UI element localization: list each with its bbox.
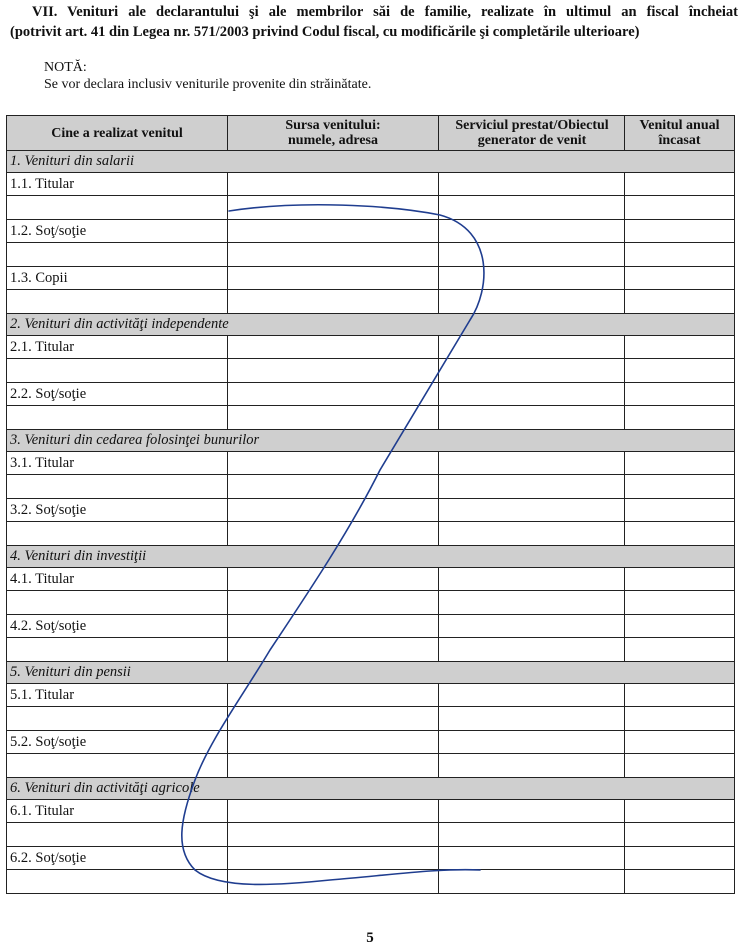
empty-cell [625,499,735,522]
empty-cell [439,684,625,707]
note-text: Se vor declara inclusiv veniturile provenite din străinătate. [44,77,372,92]
empty-cell [625,173,735,196]
empty-cell [625,754,735,778]
header-income [625,116,735,151]
table-row [7,707,735,731]
row-label: 2.2. Soţ/soţie [7,383,228,406]
empty-cell [228,615,439,638]
row-label [7,707,228,731]
empty-cell [439,383,625,406]
empty-cell [228,847,439,870]
empty-cell [228,452,439,475]
table-row [7,336,735,359]
empty-cell [439,196,625,220]
row-label [7,290,228,314]
empty-cell [625,823,735,847]
empty-cell [228,568,439,591]
section-title: 6. Venituri din activităţi agricole [7,778,735,800]
row-label: 5.1. Titular [7,684,228,707]
table-row [7,196,735,220]
table-row [7,823,735,847]
row-label [7,870,228,894]
row-label [7,359,228,383]
empty-cell [439,731,625,754]
empty-cell [625,196,735,220]
empty-cell [439,823,625,847]
row-label: 6.1. Titular [7,800,228,823]
section-row [7,546,735,568]
title-line-1: VII. Venituri ale declarantului şi ale membrilor săi de familie, realizate în ultimul an fiscal încheiat [32,4,738,20]
table-row [7,638,735,662]
table-row [7,800,735,823]
empty-cell [228,336,439,359]
table-row [7,754,735,778]
empty-cell [439,591,625,615]
empty-cell [625,452,735,475]
empty-cell [439,615,625,638]
empty-cell [439,707,625,731]
section-title [10,2,738,42]
empty-cell [439,568,625,591]
table-row [7,406,735,430]
table-row [7,383,735,406]
empty-cell [625,406,735,430]
header-row [7,116,735,151]
empty-cell [439,638,625,662]
section-title: 2. Venituri din activităţi independente [7,314,735,336]
table-row [7,731,735,754]
empty-cell [625,475,735,499]
empty-cell [439,800,625,823]
header-service [439,116,625,151]
empty-cell [439,267,625,290]
table-row [7,522,735,546]
section-row [7,430,735,452]
note-label: NOTĂ: [44,60,87,75]
empty-cell [439,452,625,475]
header-who: Cine a realizat venitul [7,116,228,151]
empty-cell [439,870,625,894]
empty-cell [228,499,439,522]
header-source-text: Sursa venitului: numele, adresa [285,118,381,148]
empty-cell [439,220,625,243]
empty-cell [439,406,625,430]
table-row [7,684,735,707]
table-row [7,475,735,499]
empty-cell [228,823,439,847]
empty-cell [625,267,735,290]
empty-cell [439,522,625,546]
table-row [7,452,735,475]
empty-cell [228,684,439,707]
empty-cell [439,243,625,267]
title-line-2: (potrivit art. 41 din Legea nr. 571/2003 privind Codul fiscal, cu modificările şi completările ulterioare) [10,24,640,40]
table-body [7,151,735,894]
table-row [7,359,735,383]
row-label [7,196,228,220]
row-label [7,638,228,662]
empty-cell [625,684,735,707]
empty-cell [439,173,625,196]
row-label [7,591,228,615]
table-row [7,173,735,196]
empty-cell [625,220,735,243]
empty-cell [439,499,625,522]
row-label [7,522,228,546]
table-row [7,499,735,522]
section-row [7,662,735,684]
empty-cell [228,359,439,383]
section-title: 3. Venituri din cedarea folosinţei bunurilor [7,430,735,452]
empty-cell [625,383,735,406]
empty-cell [228,220,439,243]
empty-cell [228,707,439,731]
section-title: 1. Venituri din salarii [7,151,735,173]
row-label: 1.1. Titular [7,173,228,196]
empty-cell [228,243,439,267]
row-label [7,406,228,430]
row-label: 3.1. Titular [7,452,228,475]
table-row [7,847,735,870]
empty-cell [439,475,625,499]
empty-cell [228,173,439,196]
row-label: 1.3. Copii [7,267,228,290]
row-label: 2.1. Titular [7,336,228,359]
empty-cell [625,707,735,731]
table-row [7,267,735,290]
empty-cell [228,870,439,894]
empty-cell [228,406,439,430]
row-label: 3.2. Soţ/soţie [7,499,228,522]
empty-cell [625,731,735,754]
empty-cell [439,336,625,359]
empty-cell [228,591,439,615]
empty-cell [228,522,439,546]
section-title: 4. Venituri din investiţii [7,546,735,568]
header-income-text: Venitul anual încasat [639,118,720,148]
table-row [7,591,735,615]
empty-cell [625,290,735,314]
empty-cell [625,591,735,615]
row-label: 4.2. Soţ/soţie [7,615,228,638]
empty-cell [625,568,735,591]
table-row [7,615,735,638]
empty-cell [625,522,735,546]
empty-cell [625,336,735,359]
empty-cell [625,847,735,870]
empty-cell [625,800,735,823]
section-row [7,778,735,800]
empty-cell [625,638,735,662]
row-label: 4.1. Titular [7,568,228,591]
row-label [7,475,228,499]
empty-cell [228,196,439,220]
row-label: 1.2. Soţ/soţie [7,220,228,243]
empty-cell [228,731,439,754]
row-label [7,243,228,267]
empty-cell [228,638,439,662]
empty-cell [228,754,439,778]
header-service-text: Serviciul prestat/Obiectul generator de venit [455,118,609,148]
empty-cell [625,359,735,383]
empty-cell [228,290,439,314]
table-row [7,870,735,894]
empty-cell [439,359,625,383]
empty-cell [228,267,439,290]
section-title: 5. Venituri din pensii [7,662,735,684]
empty-cell [625,615,735,638]
header-source [228,116,439,151]
empty-cell [228,800,439,823]
empty-cell [228,475,439,499]
page-number: 5 [366,930,374,946]
row-label [7,754,228,778]
empty-cell [439,847,625,870]
empty-cell [625,243,735,267]
table-row [7,568,735,591]
row-label [7,823,228,847]
empty-cell [625,870,735,894]
note [44,59,371,93]
empty-cell [228,383,439,406]
table-row [7,220,735,243]
section-row [7,151,735,173]
empty-cell [439,290,625,314]
section-row [7,314,735,336]
table-row [7,290,735,314]
row-label: 6.2. Soţ/soţie [7,847,228,870]
table-row [7,243,735,267]
row-label: 5.2. Soţ/soţie [7,731,228,754]
empty-cell [439,754,625,778]
income-table [6,115,735,894]
